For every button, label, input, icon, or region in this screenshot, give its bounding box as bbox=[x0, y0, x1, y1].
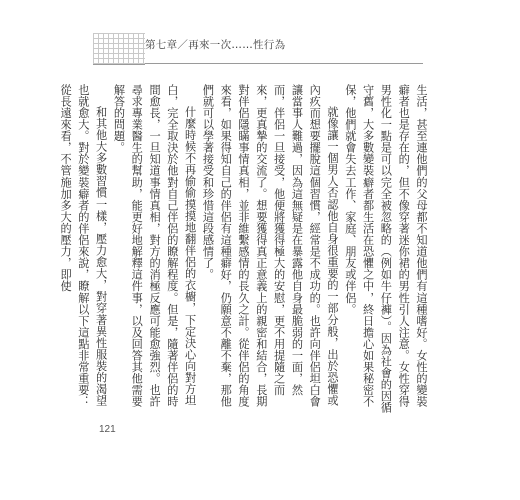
header-rule bbox=[145, 63, 423, 64]
paragraph: 就像讓一個男人否認他自身很重要的一部分般，出於恐懼或內疚而想要擺脫這個習慣，經常是不成功的。也許向伴侶坦白會讓當事人難過，因為這無疑是在暴露他自身最脆弱的一面，然而，伴侶一旦接受，他便將獲得極大的安慰，更不用提隨之而來，更真摯的交流了。想要獲得真正意義上的親密和結合，長期對伴侶隱瞞事情真相，並非維繫感情的長久之計。從伴侶的角度來看，如果得知自己的伴侶有這種癖好，仍願意不離不棄，那他們就可以學著接受和珍惜這段感情了。 bbox=[201, 84, 340, 408]
chapter-title: 第七章／再來一次……性行為 bbox=[145, 39, 286, 51]
paragraph: 和其他大多數習慣一樣，壓力愈大，對穿著異性服裝的渴望也就愈大。對於變裝癖者的伴侶來說，瞭解以下這點非常重要：從長遠來看，不管施加多大的壓力，即使 bbox=[59, 84, 108, 408]
paragraph: 生活，甚至連他們的父母都不知道他們有這種嗜好。女性的變裝癖者也是存在的，但不像穿著迷你裙的男性引人注意。女性穿得男性化一點是可以完全被忽略的（例如牛仔褲）。因為社會的因循守舊，大多數變裝癖者都生活在恐懼之中，終日擔心如果秘密不保，他們就會失去工作、家庭、朋友或伴侶。 bbox=[343, 84, 428, 414]
paragraph: 什麼時候不再偷偷摸摸地翻伴侶的衣櫥，下定決心向對方坦白，完全取決於他對自己伴侶的瞭解程度。但是，隨著伴侶的時間愈長，一旦知道事情真相，對方的消極反應可能愈強烈。也許尋求專業醫生的幫助，能更好地解釋這件事，以及回答其他需要解答的問題。 bbox=[112, 84, 197, 408]
chapter-header-grid bbox=[93, 33, 145, 65]
page-number: 121 bbox=[99, 424, 116, 435]
body-text bbox=[56, 84, 430, 414]
